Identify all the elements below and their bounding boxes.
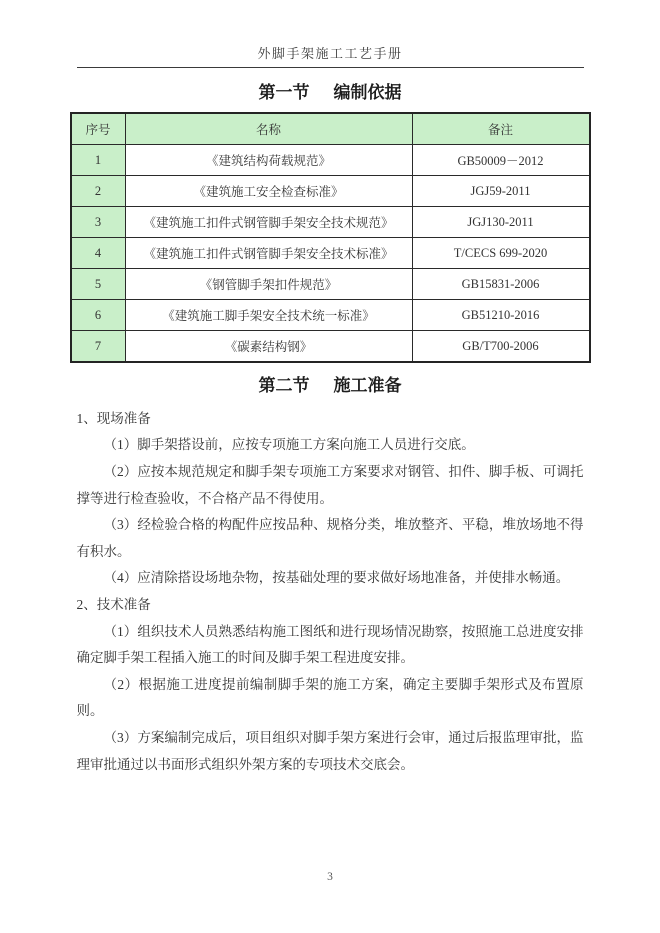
table-row: [71, 176, 590, 207]
cell-note: GB15831-2006: [412, 269, 590, 300]
paragraph: （3）经检验合格的构配件应按品种、规格分类，堆放整齐、平稳，堆放场地不得有积水。: [76, 517, 584, 559]
cell-no: 1: [71, 145, 126, 176]
cell-name: 《建筑施工脚手架安全技术统一标准》: [125, 300, 412, 331]
cell-note: JGJ59-2011: [412, 176, 590, 207]
document-header-title: 外脚手架施工工艺手册: [257, 46, 403, 61]
reference-standards-table: [70, 112, 591, 363]
cell-no: 2: [71, 176, 126, 207]
cell-name: 《建筑结构荷载规范》: [125, 145, 412, 176]
section2-title: [0, 376, 660, 396]
cell-name: 《建筑施工扣件式钢管脚手架安全技术规范》: [125, 207, 412, 238]
table-row: [71, 300, 590, 331]
section1-title: [0, 83, 660, 103]
section1-title-text: 编制依据: [333, 83, 402, 102]
header-rule: [77, 67, 584, 68]
paragraph: （1）脚手架搭设前，应按专项施工方案向施工人员进行交底。: [103, 437, 475, 453]
table-row: [71, 269, 590, 300]
cell-name: 《碳素结构钢》: [125, 331, 412, 363]
table-header-row: [71, 113, 590, 145]
cell-no: 7: [71, 331, 126, 363]
paragraph: （1）组织技术人员熟悉结构施工图纸和进行现场情况勘察，按照施工总进度安排确定脚手架工程插入施工的时间及脚手架工程进度安排。: [76, 623, 584, 666]
cell-no: 4: [71, 238, 126, 269]
cell-note: JGJ130-2011: [412, 207, 590, 238]
table-header-name: 名称: [125, 113, 412, 145]
cell-name: 《建筑施工扣件式钢管脚手架安全技术标准》: [125, 238, 412, 269]
paragraph-site-prep-heading: 1、现场准备: [76, 410, 151, 426]
cell-note: T/CECS 699-2020: [412, 238, 590, 269]
cell-name: 《钢管脚手架扣件规范》: [125, 269, 412, 300]
section2-body: [77, 406, 584, 778]
section2-title-text: 施工准备: [333, 376, 402, 396]
cell-no: 3: [71, 207, 126, 238]
table-row: [71, 238, 590, 269]
cell-note: GB51210-2016: [412, 300, 590, 331]
paragraph-tech-prep-heading: 2、技术准备: [76, 596, 151, 612]
paragraph: （2）应按本规范规定和脚手架专项施工方案要求对钢管、扣件、脚手板、可调托撑等进行检查验收，不合格产品不得使用。: [76, 463, 584, 506]
section1-title-label: 第一节: [258, 83, 310, 102]
cell-no: 5: [71, 269, 126, 300]
cell-note: GB50009－2012: [412, 145, 590, 176]
table-header-note: 备注: [412, 113, 590, 145]
section2-title-label: 第二节: [258, 376, 310, 396]
table-row: [71, 331, 590, 363]
cell-no: 6: [71, 300, 126, 331]
table-header-no: 序号: [71, 113, 126, 145]
page-number: 3: [327, 870, 333, 883]
paragraph: （3）方案编制完成后，项目组织对脚手架方案进行会审，通过后报监理审批，监理审批通过以书面形式组织外架方案的专项技术交底会。: [76, 729, 584, 772]
cell-name: 《建筑施工安全检查标准》: [125, 176, 412, 207]
table-row: [71, 207, 590, 238]
table-row: [71, 145, 590, 176]
paragraph: （4）应清除搭设场地杂物，按基础处理的要求做好场地准备，并使排水畅通。: [103, 570, 570, 586]
cell-note: GB/T700-2006: [412, 331, 590, 363]
paragraph: （2）根据施工进度提前编制脚手架的施工方案，确定主要脚手架形式及布置原则。: [76, 676, 584, 719]
